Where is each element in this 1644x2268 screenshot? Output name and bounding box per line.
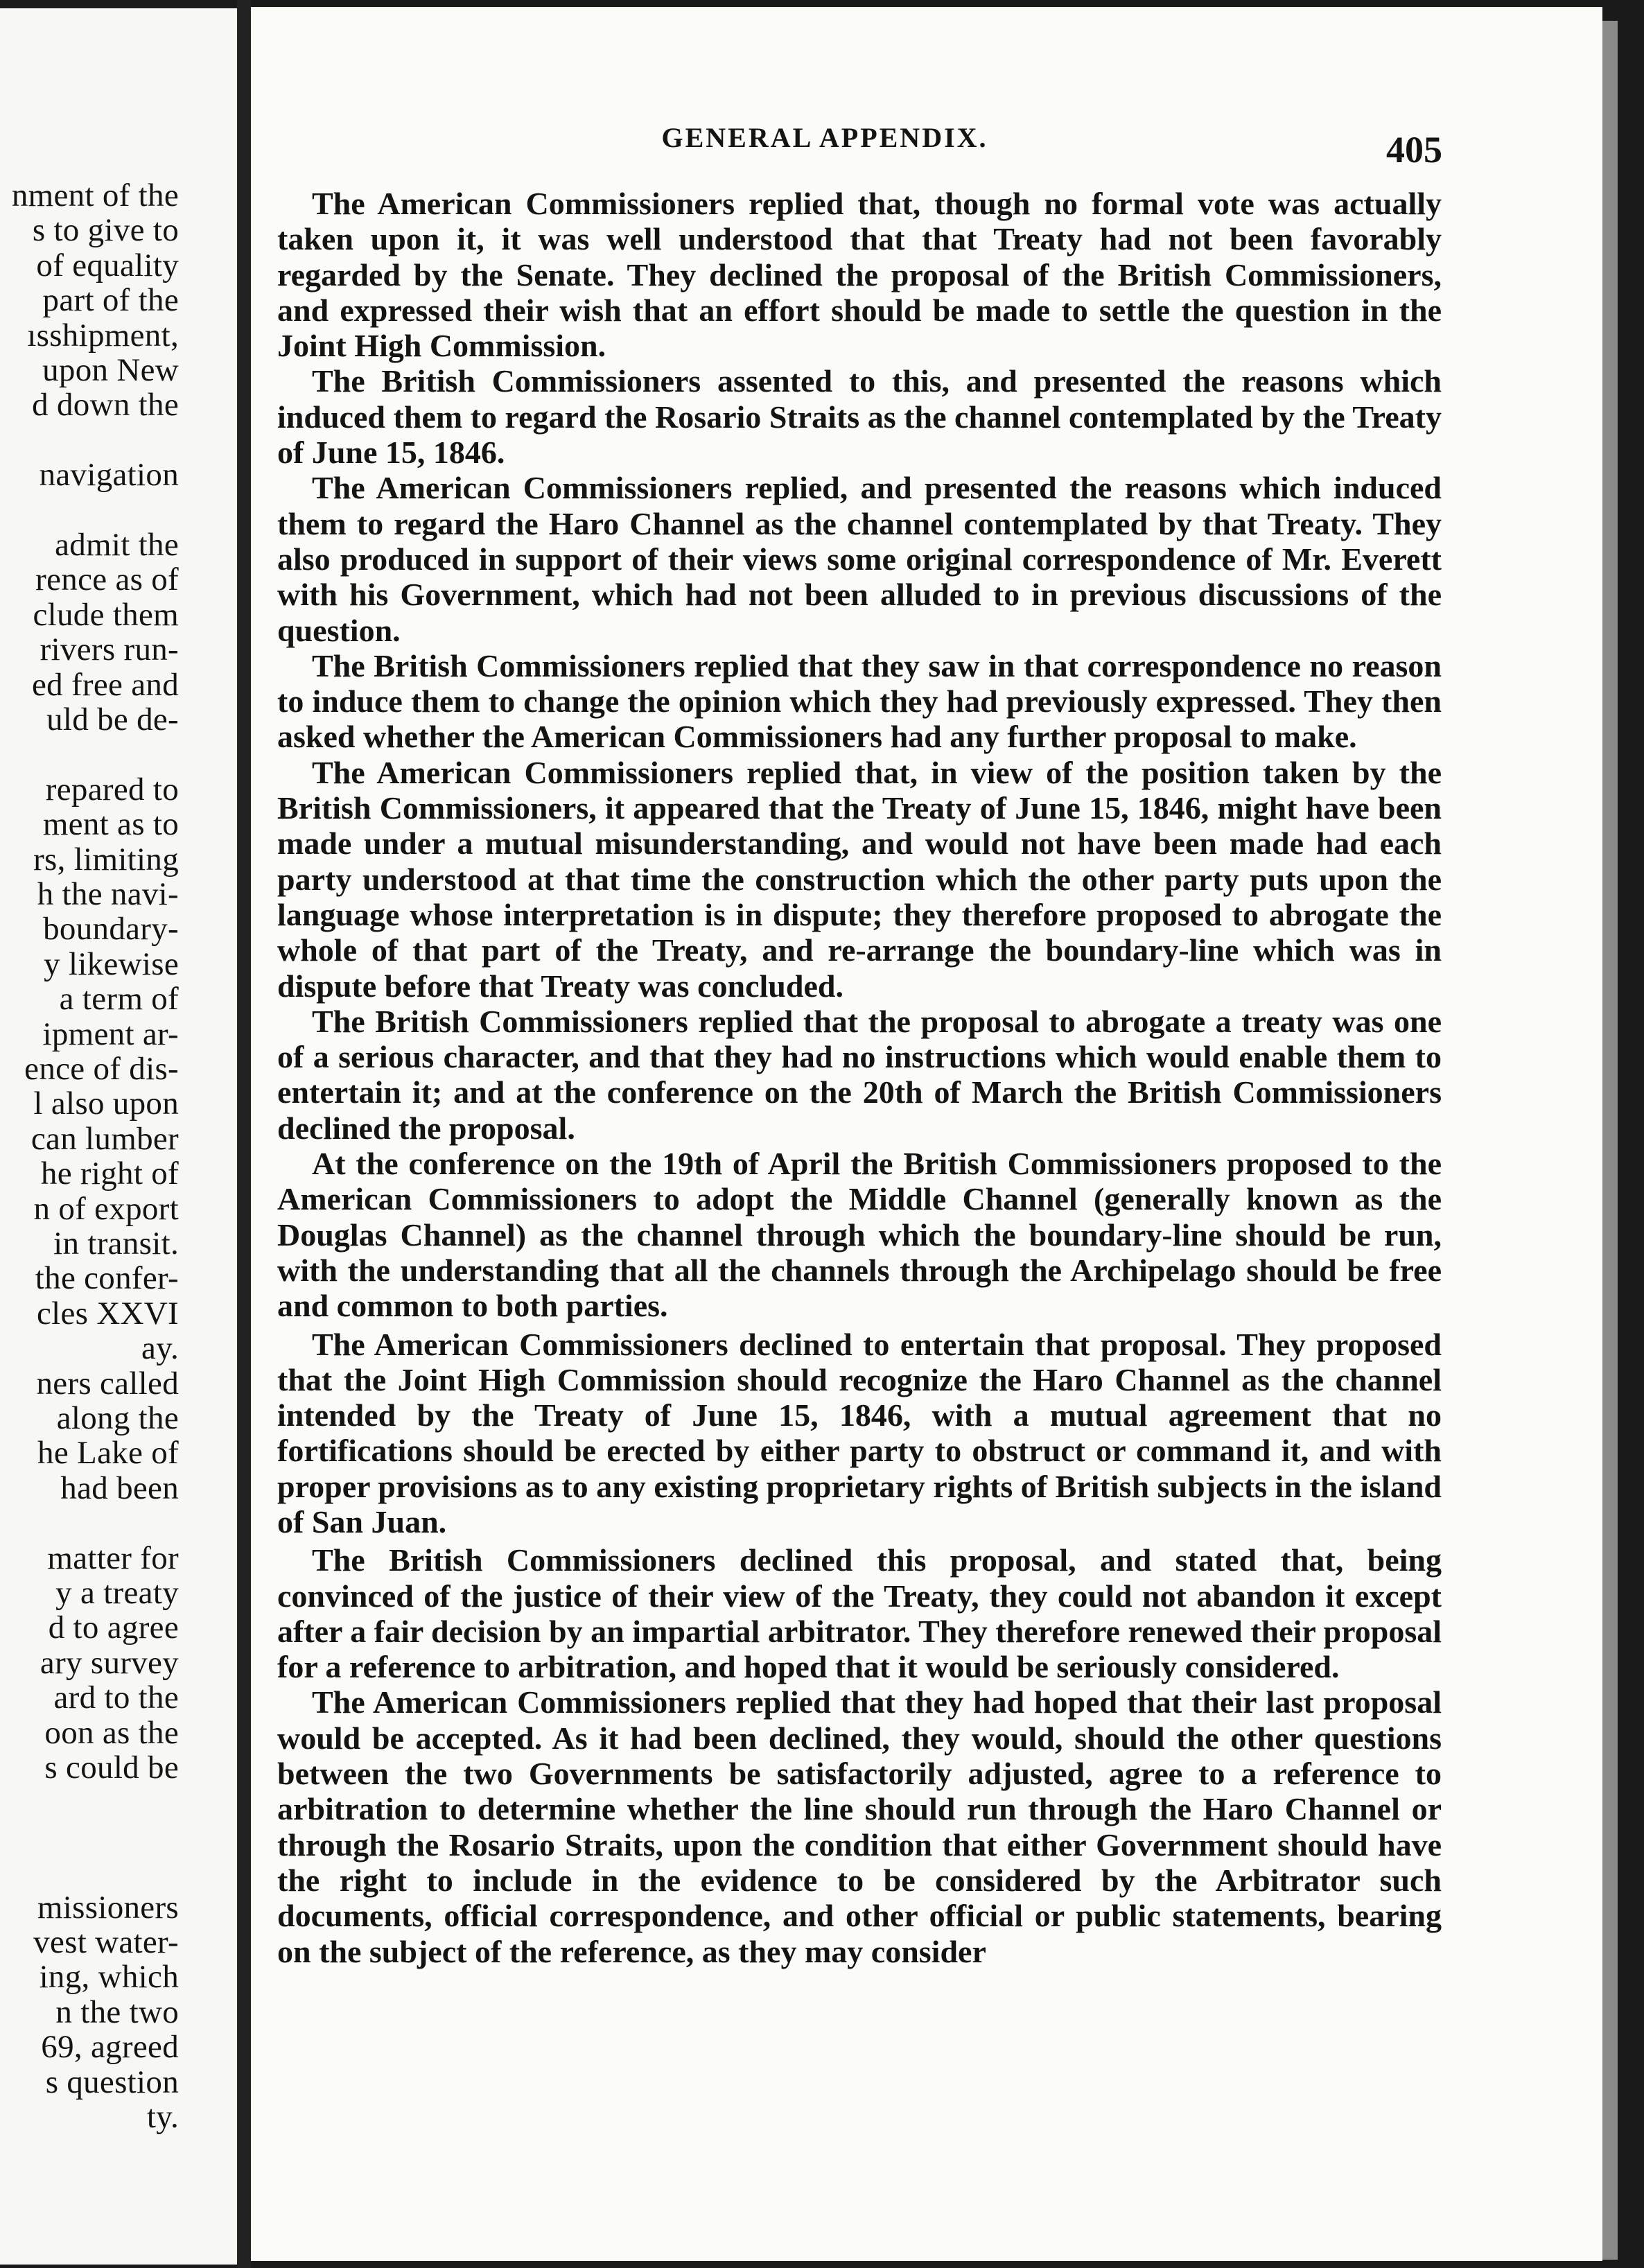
- page-edge: [1602, 21, 1618, 2260]
- page-number: 405: [1386, 129, 1442, 171]
- facing-page-line: uld be de-: [46, 701, 179, 738]
- paragraph: The British Commissioners declined this proposal, and stated that, being convinced of the justice of their view of the Treaty, they could not abandon it except after a fair decision by an impartial arbitrator. They therefore renewed their proposal for a reference to arbitration, and hoped that it would be seriously considered.: [277, 1542, 1442, 1685]
- paragraph: The American Commissioners replied, and presented the reasons which induced them to regard the Haro Channel as the channel contemplated by that Treaty. They also produced in support of their views some original correspondence of Mr. Everett with his Government, which had not been alluded to in previous discussions of the question.: [277, 470, 1442, 648]
- facing-page-line: ment as to: [42, 806, 179, 843]
- paragraph: The American Commissioners replied that, in view of the position taken by the British Commissioners, it appeared that the Treaty of June 15, 1846, might have been made under a mutual misunderstanding, and would not have been made had each party understood at that time the construction which the other party puts upon the language whose interpretation is in dispute; they therefore proposed to abrogate the whole of that part of the Treaty, and re-arrange the boundary-line which was in dispute before that Treaty was concluded.: [277, 754, 1442, 1004]
- facing-page-line: clude them: [33, 596, 179, 633]
- facing-page-line: in transit.: [53, 1225, 179, 1262]
- paragraph: The American Commissioners replied that they had hoped that their last proposal would be accepted. As it had been declined, they would, should the other questions between the two Governments be satisfactorily adjusted, agree to a reference to arbitration to determine whether the line should run through the Haro Channel or through the Rosario Straits, upon the condition that either Government should have the right to include in the evidence to be considered by the Arbitrator such documents, official correspondence, and other official or public statements, bearing on the subject of the reference, as they may consider: [277, 1684, 1442, 1969]
- facing-page-line: cles XXVI: [37, 1295, 179, 1332]
- facing-page-line: ty.: [146, 2099, 179, 2135]
- facing-page-line: s could be: [44, 1750, 179, 1786]
- running-head: [457, 121, 1192, 154]
- facing-page-line: l also upon: [33, 1085, 179, 1122]
- facing-page-line: ed free and: [31, 666, 179, 703]
- facing-page-line: y a treaty: [55, 1575, 179, 1611]
- facing-page-line: had been: [60, 1469, 179, 1506]
- facing-page-line: n the two: [55, 1994, 179, 2030]
- facing-page-fragment: [0, 8, 237, 2265]
- facing-page-line: 69, agreed: [41, 2029, 179, 2066]
- facing-page-line: admit the: [55, 527, 179, 563]
- facing-page-line: s question: [45, 2064, 179, 2100]
- facing-page-line: a term of: [59, 981, 179, 1018]
- facing-page-line: the confer-: [35, 1260, 179, 1297]
- facing-page-line: missioners: [37, 1889, 179, 1926]
- book-gutter: [237, 0, 251, 2268]
- paragraph: The American Commissioners declined to entertain that proposal. They proposed that the Joint High Commission should recognize the Haro Channel as the channel intended by the Treaty of June 15, 1846, with a mutual agreement that no fortifications should be erected by either party to obstruct or command it, and with proper provisions as to any existing proprietary rights of British subjects in the island of San Juan.: [277, 1326, 1442, 1539]
- facing-page-line: boundary-: [43, 911, 179, 948]
- facing-page-line: n of export: [33, 1190, 179, 1227]
- facing-page-line: he right of: [40, 1155, 179, 1192]
- facing-page-line: rivers run-: [40, 631, 179, 668]
- running-head-title: GENERAL APPENDIX.: [661, 122, 988, 153]
- facing-page-line: s to give to: [32, 212, 179, 249]
- facing-page-line: ence of dis-: [24, 1051, 179, 1087]
- facing-page-line: oon as the: [44, 1714, 179, 1751]
- facing-page-line: ısshipment,: [27, 317, 179, 354]
- facing-page-line: y likewise: [44, 945, 179, 982]
- facing-page-line: along the: [56, 1400, 179, 1436]
- facing-page-line: ard to the: [53, 1680, 179, 1716]
- facing-page-line: nment of the: [11, 177, 179, 213]
- paragraph: At the conference on the 19th of April the British Commissioners proposed to the American Commissioners to adopt the Middle Channel (generally known as the Douglas Channel) as the channel through which the boundary-line should be run, with the understanding that all the channels through the Archipelago should be free and common to both parties.: [277, 1146, 1442, 1324]
- facing-page-line: h the navi-: [37, 876, 179, 912]
- facing-page-line: can lumber: [30, 1120, 179, 1157]
- paragraph: The British Commissioners assented to this, and presented the reasons which induced them to regard the Rosario Straits as the channel contemplated by the Treaty of June 15, 1846.: [277, 363, 1442, 471]
- facing-page-line: d to agree: [48, 1610, 179, 1646]
- facing-page-line: vest water-: [33, 1924, 179, 1960]
- facing-page-line: repared to: [45, 771, 179, 808]
- facing-page-line: ners called: [36, 1365, 179, 1402]
- facing-page-line: d down the: [32, 387, 179, 424]
- facing-page-line: ipment ar-: [42, 1015, 179, 1052]
- paragraph: The British Commissioners replied that the proposal to abrogate a treaty was one of a serious character, and that they had no instructions which would enable them to entertain it; and at the conference on the 20th of March the British Commissioners declined the proposal.: [277, 1003, 1442, 1146]
- paragraph: The American Commissioners replied that, though no formal vote was actually taken upon it, it was well understood that that Treaty had not been favorably regarded by the Senate. They declined the proposal of the British Commissioners, and expressed their wish that an effort should be made to settle the question in the Joint High Commission.: [277, 186, 1442, 364]
- facing-page-line: matter for: [47, 1539, 179, 1576]
- facing-page-line: he Lake of: [37, 1435, 179, 1472]
- facing-page-line: part of the: [42, 282, 179, 319]
- facing-page-line: of equality: [36, 247, 179, 284]
- facing-page-line: upon New: [42, 352, 179, 388]
- facing-page-line: ary survey: [40, 1644, 179, 1681]
- body-text: [277, 186, 1442, 1969]
- facing-page-line: rs, limiting: [33, 841, 179, 878]
- facing-page-line: ay.: [141, 1330, 179, 1367]
- paragraph: The British Commissioners replied that they saw in that correspondence no reason to induce them to change the opinion which they had previously expressed. They then asked whether the American Commissioners had any further proposal to make.: [277, 647, 1442, 755]
- facing-page-line: rence as of: [35, 561, 179, 598]
- facing-page-line: navigation: [39, 457, 179, 494]
- facing-page-line: ing, which: [39, 1959, 179, 1996]
